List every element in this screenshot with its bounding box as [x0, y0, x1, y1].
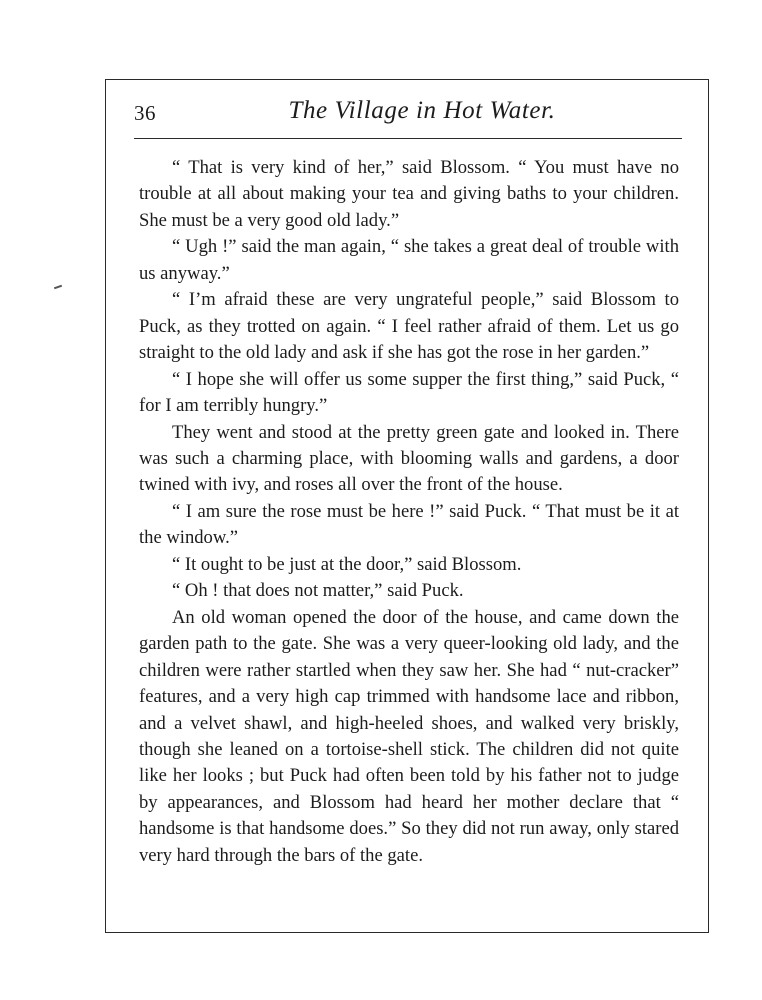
paragraph: “ That is very kind of her,” said Blossom. “ You must have no trouble at all about making your tea and giving baths to your children. She must be a very good old lady.”	[139, 157, 679, 231]
paragraph: “ I’m afraid these are very ungrateful people,” said Blossom to Puck, as they trotted on again. “ I feel rather afraid of them. Let us go straight to the old lady and ask if she has got the rose in her garden.”	[139, 289, 679, 364]
paragraph: They went and stood at the pretty green gate and looked in. There was such a charming place, with blooming walls and gardens, a door twined with ivy, and roses all over the front of the house.	[139, 421, 679, 496]
paragraph: “ Oh ! that does not matter,” said Puck.	[172, 580, 464, 602]
paragraph: “ I hope she will offer us some supper the first thing,” said Puck, “ for I am terribly hungry.”	[139, 368, 679, 417]
paragraph: “ Ugh !” said the man again, “ she takes a great deal of trouble with us anyway.”	[139, 236, 679, 284]
paragraph: “ It ought to be just at the door,” said Blossom.	[172, 553, 522, 575]
paragraph: “ I am sure the rose must be here !” said Puck. “ That must be it at the window.”	[139, 500, 679, 549]
page-number: 36	[134, 101, 156, 125]
body-text	[139, 155, 679, 869]
header-rule	[134, 138, 682, 139]
page-header	[134, 97, 682, 131]
stray-ink-mark	[54, 285, 62, 290]
running-title: The Village in Hot Water.	[288, 97, 556, 124]
paragraph: An old woman opened the door of the house, and came down the garden path to the gate. She was a very queer-looking old lady, and the children were rather startled when they saw her. She had “ nut-cracker” features, and a very high cap trimmed with handsome lace and ribbon, and a velvet shawl, and high-heeled shoes, and walked very briskly, though she leaned on a tortoise-shell stick. The children did not quite like her looks ; but Puck had often been told by his father not to judge by appearances, and Blossom had heard her mother declare that “ handsome is that handsome does.” So they did not run away, only stared very hard through the bars of the gate.	[139, 606, 679, 866]
